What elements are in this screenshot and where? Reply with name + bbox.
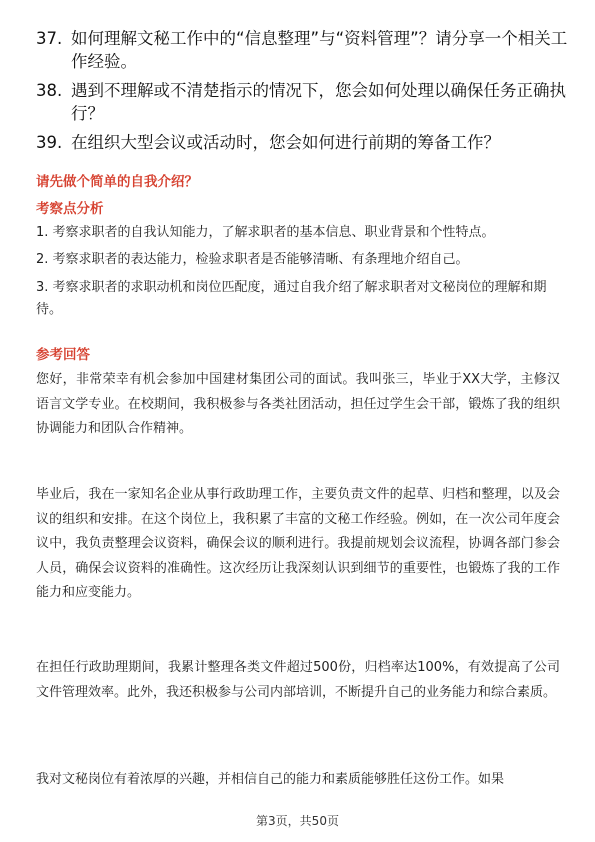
- answer-heading: 参考回答: [36, 347, 90, 363]
- analysis-heading: 考察点分析: [36, 201, 104, 217]
- question-number: 37.: [36, 29, 63, 48]
- question-number: 38.: [36, 81, 63, 100]
- page-footer: 第3页，共50页: [256, 814, 339, 828]
- answer-paragraph-1: 您好，非常荣幸有机会参加中国建材集团公司的面试。我叫张三，毕业于XX大学，主修汉语言文学专业。在校期间，我积极参与各类社团活动，担任过学生会干部，锻炼了我的组织协调能力和团队合作精神。: [36, 372, 560, 436]
- question-39: [36, 131, 576, 154]
- answer-paragraph-3: 在担任行政助理期间，我累计整理各类文件超过500份，归档率达100%，有效提高了公司文件管理效率。此外，我还积极参与公司内部培训，不断提升自己的业务能力和综合素质。: [36, 660, 560, 700]
- question-text: 如何理解文秘工作中的“信息整理”与“资料管理”？请分享一个相关工作经验。: [71, 29, 568, 71]
- answer-paragraph-4: 我对文秘岗位有着浓厚的兴趣，并相信自己的能力和素质能够胜任这份工作。如果: [36, 772, 505, 787]
- answer-paragraph-2: 毕业后，我在一家知名企业从事行政助理工作，主要负责文件的起草、归档和整理，以及会议的组织和安排。在这个岗位上，我积累了丰富的文秘工作经验。例如，在一次公司年度会议中，我负责整理会议资料，确保会议的顺利进行。我提前规划会议流程，协调各部门参会人员，确保会议资料的准确性。这次经历让我深刻认识到细节的重要性，也锻炼了我的工作能力和应变能力。: [36, 487, 560, 600]
- question-38: [36, 79, 576, 125]
- question-number: 39.: [36, 133, 63, 152]
- analysis-item-1: 1. 考察求职者的自我认知能力，了解求职者的基本信息、职业背景和个性特点。: [36, 225, 495, 240]
- question-text: 在组织大型会议或活动时，您会如何进行前期的筹备工作？: [71, 133, 500, 152]
- analysis-item-2: 2. 考察求职者的表达能力，检验求职者是否能够清晰、有条理地介绍自己。: [36, 252, 469, 267]
- question-text: 遇到不理解或不清楚指示的情况下，您会如何处理以确保任务正确执行？: [71, 81, 566, 123]
- question-37: [36, 27, 576, 73]
- section-question: 请先做个简单的自我介绍？: [36, 174, 198, 190]
- analysis-item-3: 3. 考察求职者的求职动机和岗位匹配度，通过自我介绍了解求职者对文秘岗位的理解和期待。: [36, 280, 547, 317]
